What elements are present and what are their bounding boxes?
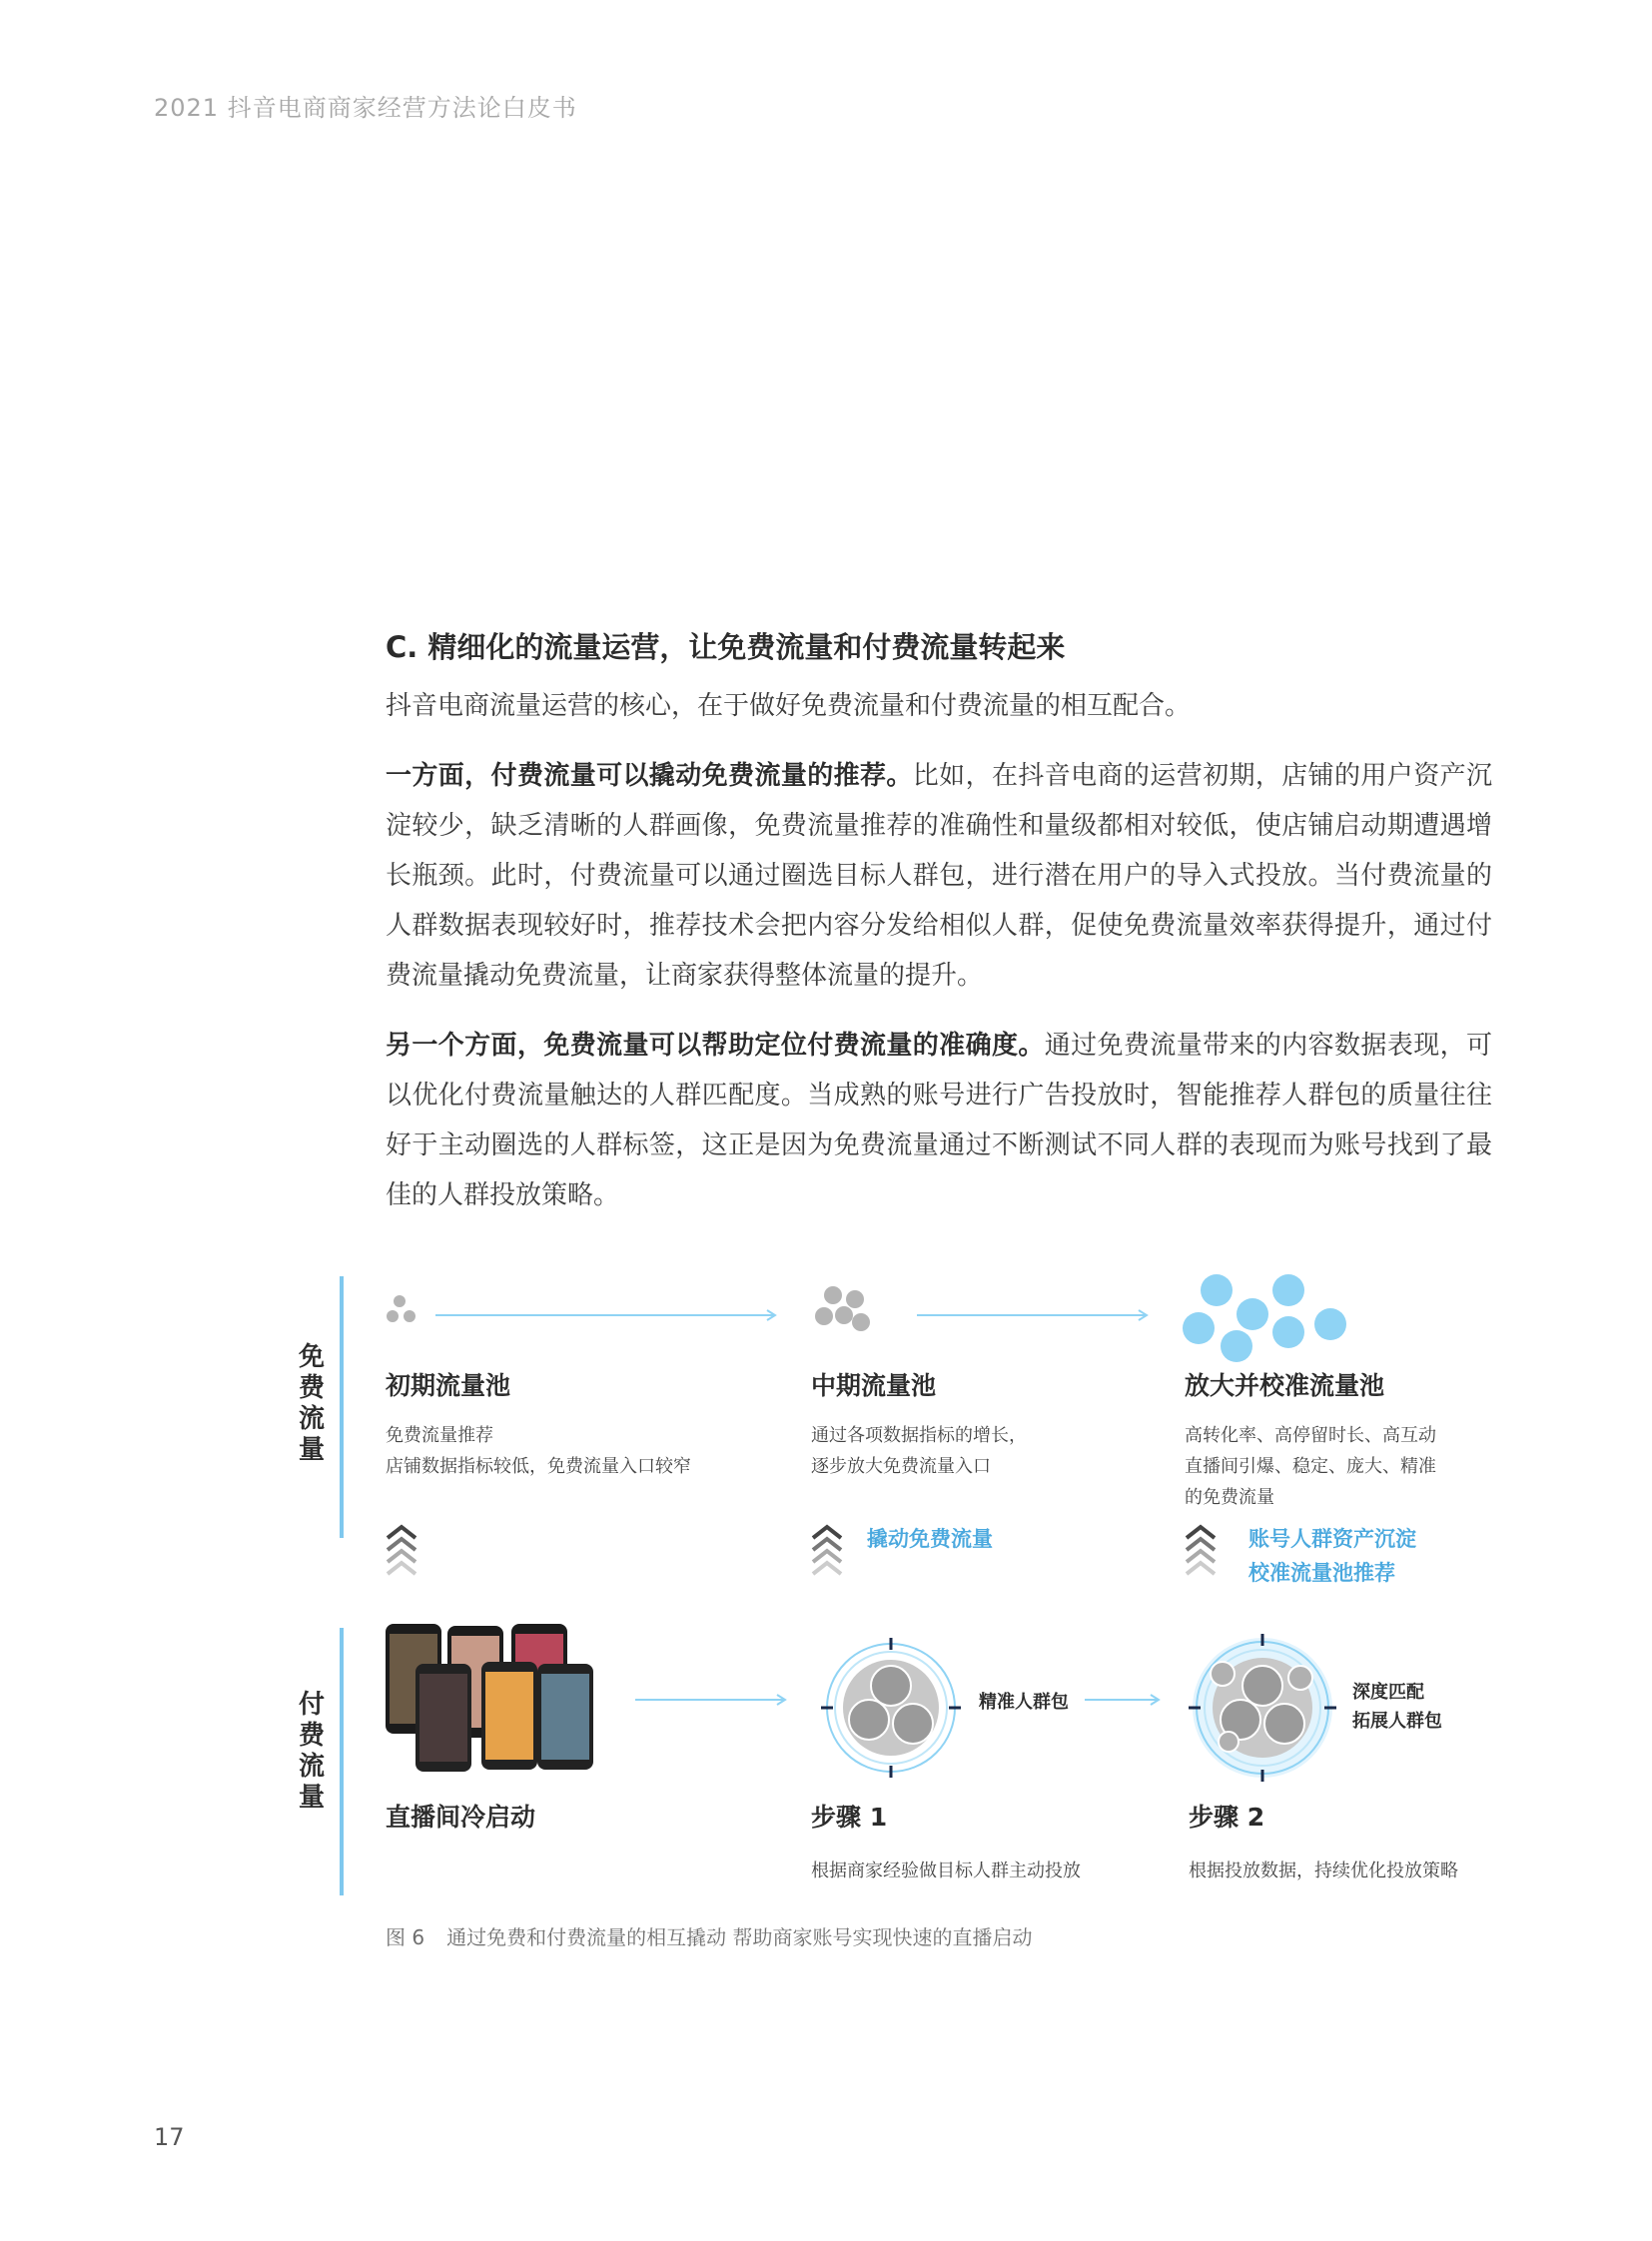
desc-line: 直播间引爆、稳定、庞大、精准 [1185,1456,1436,1477]
free-traffic-label: 免费流量 [298,1342,325,1465]
large-dot-cluster-icon [1183,1270,1350,1362]
note-line: 撬动免费流量 [867,1527,993,1551]
precise-audience-label [979,1688,1069,1717]
stage-large-desc [1185,1420,1514,1513]
desc-line: 免费流量推荐 [386,1425,493,1446]
small-dot-cluster-icon [384,1292,423,1328]
paragraph-1-body: 比如，在抖音电商的运营初期，店铺的用户资产沉淀较少，缺乏清晰的人群画像，免费流量推荐的准确性和量级都相对较低，使店铺启动期遭遇增长瓶颈。此时，付费流量可以通过圈选目标人群包，进行潜在用户的导入式投放。当付费流量的人群数据表现较好时，推荐技术会把内容分发给相似人群，促使免费流量效率获得提升，通过付费流量撬动免费流量，让商家获得整体流量的提升。 [386,761,1492,991]
stage-mid-title: 中期流量池 [811,1371,937,1400]
paragraph-1 [386,751,1492,1001]
paragraph-1-lead: 一方面，付费流量可以撬动免费流量的推荐。 [386,761,913,791]
step1-desc: 根据商家经验做目标人群主动投放 [811,1861,1081,1881]
stage-large-title: 放大并校准流量池 [1185,1371,1385,1400]
running-header: 2021 抖音电商商家经营方法论白皮书 [154,94,577,122]
page-number: 17 [154,2123,185,2151]
paid-stage-step1 [811,1798,1171,1886]
phones-illustration [386,1624,595,1772]
free-traffic-bar [340,1276,344,1538]
deep-match-label [1352,1678,1442,1736]
paragraph-2 [386,1021,1492,1220]
paragraph-2-lead: 另一个方面，免费流量可以帮助定位付费流量的准确度。 [386,1031,1045,1061]
ring-label-line: 深度匹配 [1352,1682,1424,1703]
leverage-free-traffic-note [867,1522,993,1556]
note-line: 账号人群资产沉淀 [1248,1527,1416,1551]
arrow-mid-to-large [917,1309,1157,1321]
arrow-coldstart-to-step1 [635,1694,795,1706]
paid-traffic-bar [340,1628,344,1895]
stage-mid-desc [811,1420,1141,1482]
paid-stage-step2 [1189,1798,1548,1886]
stage-initial-pool [386,1366,765,1482]
up-chevron-icon [386,1524,417,1578]
caption-text: 通过免费和付费流量的相互撬动 帮助商家账号实现快速的直播启动 [446,1925,1033,1949]
step1-title: 步骤 1 [811,1803,888,1832]
desc-line: 的免费流量 [1185,1487,1274,1508]
stage-initial-desc [386,1420,765,1482]
arrow-step1-to-step2 [1085,1694,1169,1706]
desc-line: 通过各项数据指标的增长， [811,1425,1027,1446]
paid-traffic-label: 付费流量 [298,1690,325,1813]
account-asset-note [1248,1522,1416,1590]
ring-label-line: 精准人群包 [979,1692,1069,1713]
ring-label-line: 拓展人群包 [1352,1711,1442,1732]
paragraph-2-body: 通过免费流量带来的内容数据表现，可以优化付费流量触达的人群匹配度。当成熟的账号进行广告投放时，智能推荐人群包的质量往往好于主动圈选的人群标签，这正是因为免费流量通过不断测试不同人群的表现而为账号找到了最佳的人群投放策略。 [386,1031,1492,1210]
figure-caption [386,1921,1054,1950]
stage-initial-title: 初期流量池 [386,1371,511,1400]
target-audience-ring-icon [821,1638,961,1778]
desc-line: 店铺数据指标较低，免费流量入口较窄 [386,1456,691,1477]
up-chevron-icon [811,1524,843,1578]
stage-mid-pool [811,1366,1141,1482]
intro-paragraph: 抖音电商流量运营的核心，在于做好免费流量和付费流量的相互配合。 [386,691,1192,721]
note-line: 校准流量池推荐 [1248,1561,1395,1585]
up-chevron-icon [1185,1524,1217,1578]
medium-dot-cluster-icon [813,1284,873,1338]
step2-desc: 根据投放数据，持续优化投放策略 [1189,1861,1458,1881]
expanded-audience-ring-icon [1189,1634,1336,1782]
paid-stage-coldstart-title: 直播间冷启动 [386,1803,536,1832]
desc-line: 逐步放大免费流量入口 [811,1456,991,1477]
desc-line: 高转化率、高停留时长、高互动 [1185,1425,1436,1446]
caption-number: 图 6 [386,1925,425,1949]
section-heading: C. 精细化的流量运营，让免费流量和付费流量转起来 [386,630,1066,664]
stage-large-pool [1185,1366,1514,1513]
arrow-initial-to-mid [435,1309,785,1321]
step2-title: 步骤 2 [1189,1803,1265,1832]
